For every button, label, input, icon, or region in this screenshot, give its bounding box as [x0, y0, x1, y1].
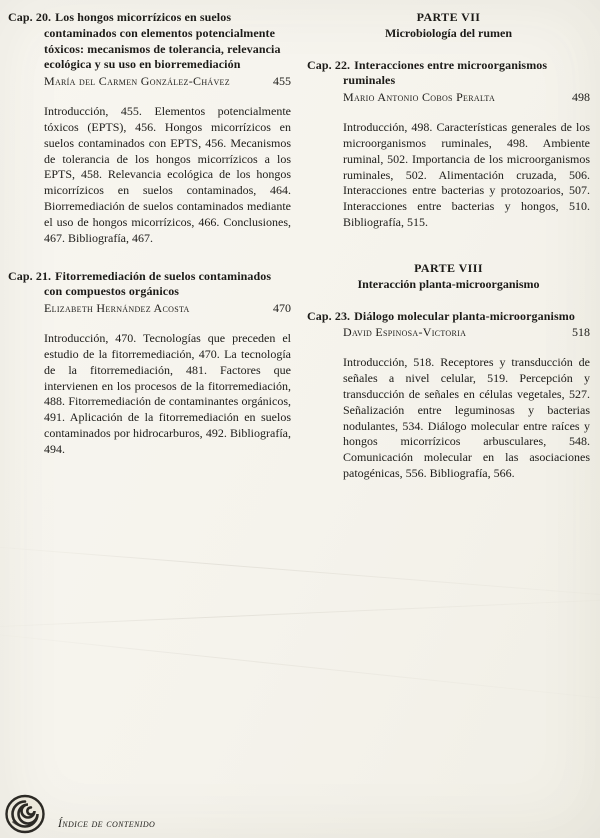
chapter-summary: Introducción, 455. Elementos potencialmente tóxicos (EPTS), 456. Hongos micorrízicos en suelos contaminados con EPTS, 456. Mecanismos de tolerancia de los hongos micorrízicos a los EPTS, 458. Relevancia ecológica de los hongos micorrízicos en suelos contaminados, 464. Biorremediación de suelos contaminados mediante el uso de hongos micorrízicos, 466. Conclusiones, 467. Bibliografía, 467. [44, 104, 291, 245]
chapter-entry-20 [8, 10, 291, 247]
chapter-title: Fitorremediación de suelos contaminados con compuestos orgánicos [44, 268, 272, 299]
chapter-number: Cap. 21. [8, 268, 52, 283]
publisher-emblem-icon [6, 794, 46, 838]
chapter-heading [8, 10, 291, 73]
chapter-number: Cap. 22. [307, 57, 351, 72]
chapter-title: Los hongos micorrízicos en suelos contaminados con elementos potencialmente tóxicos: mecanismos de tolerancia, relevancia ecológica y su uso en biorremediación [44, 10, 281, 72]
chapter-title: Diálogo molecular planta-microorganismo [354, 308, 575, 323]
author-line [307, 90, 590, 106]
author-line [8, 74, 291, 90]
author-line [8, 301, 291, 317]
chapter-number: Cap. 20. [8, 10, 52, 24]
page-number: 455 [273, 74, 291, 89]
part-title: Microbiología del rumen [384, 25, 513, 40]
scan-crease-line [0, 545, 600, 601]
chapter-summary: Introducción, 518. Receptores y transducción de señales a nivel celular, 519. Percepción y transducción de señales en células vegetales, 527. Señalización entre leguminosas y bacterias nodulantes, 534. Diálogo molecular entre raíces y hongos micorrízicos arbusculares, 548. Comunicación molecular en las asociaciones patogénicas, 556. Bibliografía, 566. [343, 355, 590, 481]
chapter-heading [307, 309, 590, 325]
chapter-heading [8, 269, 291, 301]
left-column [8, 10, 291, 504]
author-name: Elizabeth Hernández Acosta [44, 301, 190, 316]
chapter-summary: Introducción, 470. Tecnologías que preceden el estudio de la fitorremediación, 470. La tecnología de la fitorremediación, 481. Factores que intervienen en los procesos de la fitorremediación, 488. Fitorremediación de contaminantes orgánicos, 491. Aplicación de la fitorremediación en suelos contaminados por hidrocarburos, 492. Bibliografía, 494. [44, 331, 291, 456]
chapter-entry-23 [307, 309, 590, 482]
scan-crease-line [0, 631, 600, 705]
right-column [307, 10, 590, 504]
chapter-entry-22 [307, 58, 590, 231]
chapter-number: Cap. 23. [307, 308, 351, 323]
author-line [307, 325, 590, 341]
part-vii-section [307, 10, 590, 231]
author-name: Mario Antonio Cobos Peralta [343, 90, 496, 105]
chapter-heading [307, 58, 590, 90]
part-label: PARTE VII [416, 10, 481, 24]
two-column-layout [8, 10, 590, 504]
part-label: PARTE VIII [414, 260, 483, 275]
page-number: 518 [572, 325, 590, 340]
part-viii-section [307, 261, 590, 482]
page-number: 498 [572, 90, 590, 105]
page-number: 470 [273, 301, 291, 316]
part-title: Interacción planta-microorganismo [357, 276, 540, 291]
chapter-summary: Introducción, 498. Características generales de los microorganismos ruminales, 498. Ambiente ruminal, 502. Importancia de los microorganismos ruminales, 502. Alimentación cruzada, 506. Interacciones entre bacterias y protozoarios, 507. Interacciones entre bacterias y hongos, 510. Bibliografía, 515. [343, 120, 590, 230]
chapter-entry-21 [8, 269, 291, 458]
chapter-title: Interacciones entre microorganismos ruminales [343, 57, 548, 88]
footer-label: Índice de contenido [58, 818, 156, 830]
author-name: María del Carmen González-Chávez [44, 74, 230, 89]
page-footer [6, 794, 155, 838]
scan-crease-line [0, 597, 600, 629]
author-name: David Espinosa-Victoria [343, 325, 467, 340]
